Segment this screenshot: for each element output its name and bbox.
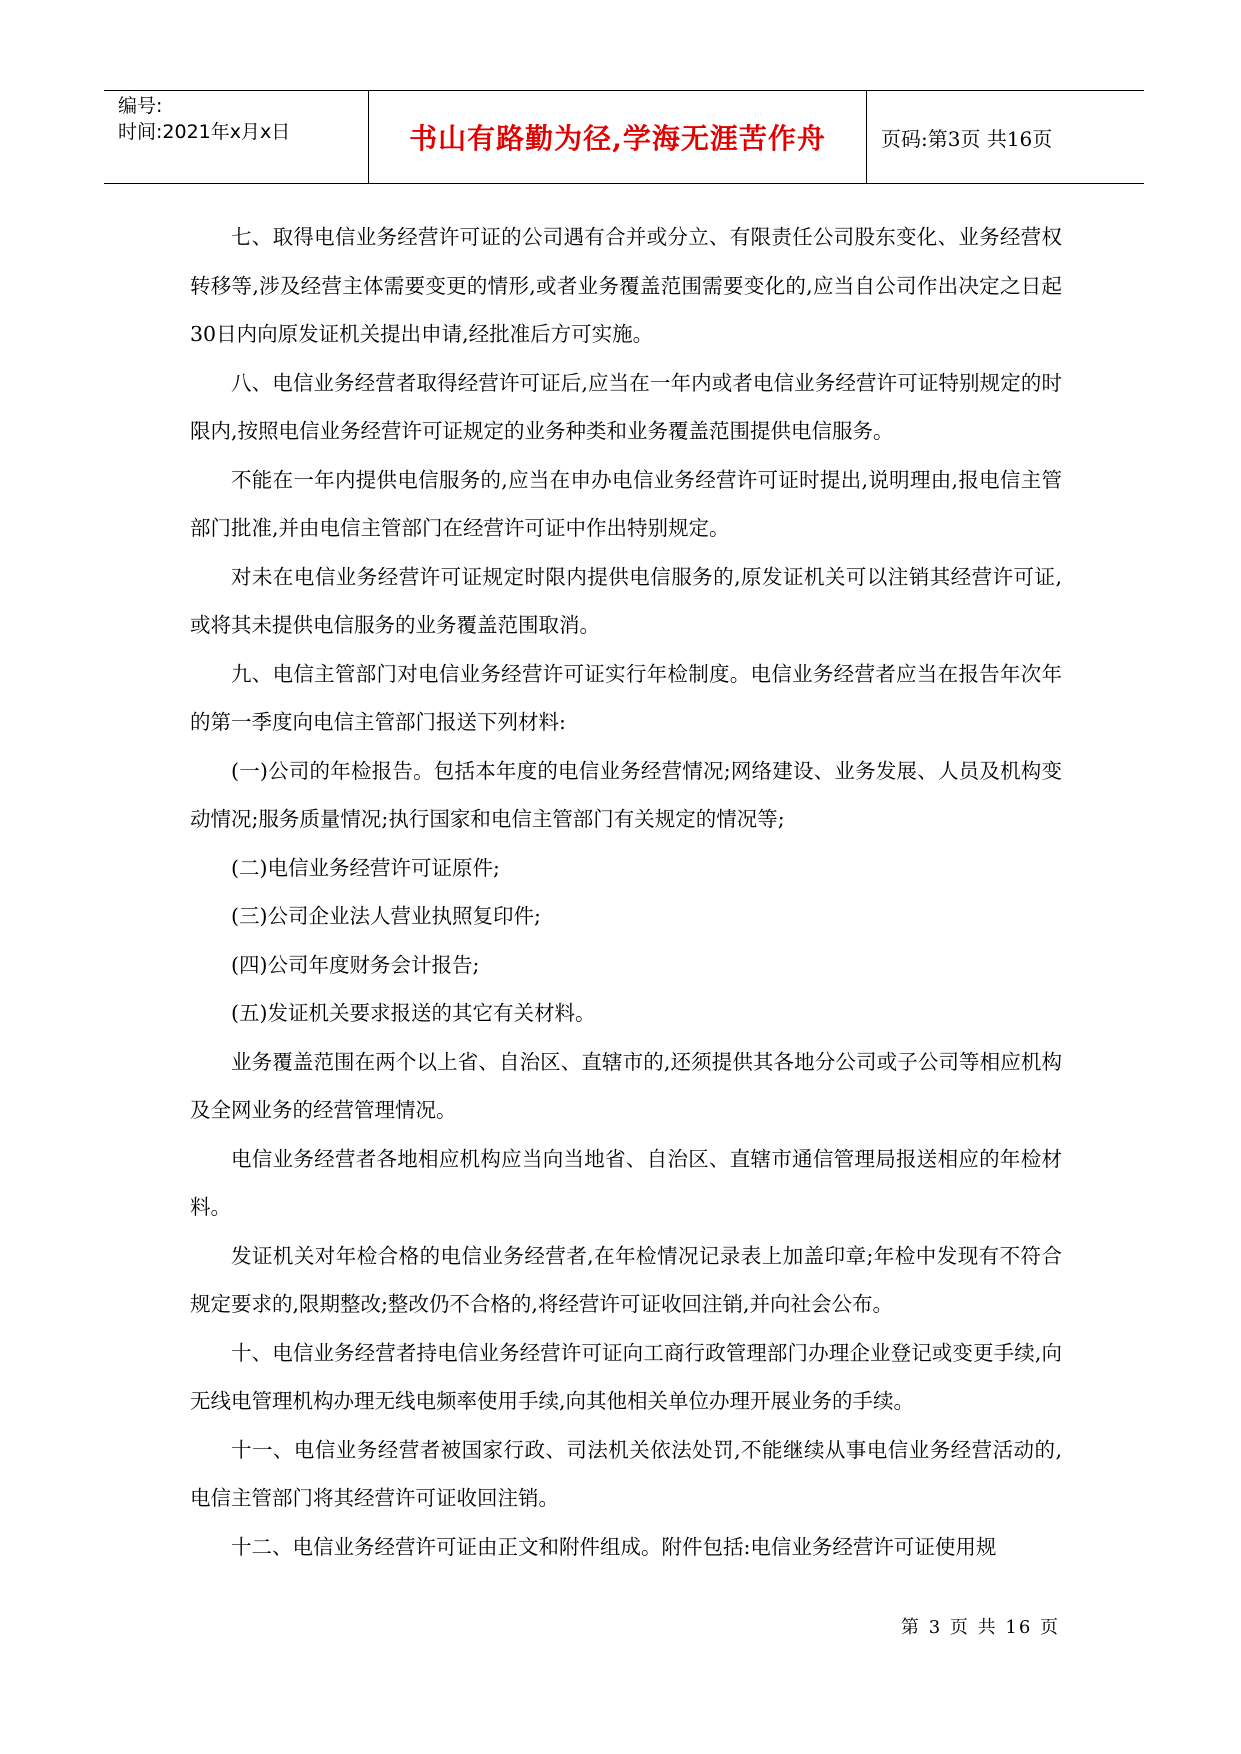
- paragraph: 八、电信业务经营者取得经营许可证后,应当在一年内或者电信业务经营许可证特别规定的时限内,按照电信业务经营许可证规定的业务种类和业务覆盖范围提供电信服务。: [190, 370, 1062, 443]
- header-motto: 书山有路勤为径,学海无涯苦作舟: [369, 91, 867, 183]
- document-number-label: 编号:: [118, 95, 163, 117]
- document-time-label: 时间:2021年x月x日: [118, 121, 291, 143]
- paragraph: 发证机关对年检合格的电信业务经营者,在年检情况记录表上加盖印章;年检中发现有不符合规定要求的,限期整改;整改仍不合格的,将经营许可证收回注销,并向社会公布。: [190, 1243, 1062, 1316]
- list-item: (一)公司的年检报告。包括本年度的电信业务经营情况;网络建设、业务发展、人员及机构变动情况;服务质量情况;执行国家和电信主管部门有关规定的情况等;: [190, 758, 1062, 831]
- list-item: (二)电信业务经营许可证原件;: [231, 855, 500, 880]
- list-item: (三)公司企业法人营业执照复印件;: [231, 904, 541, 928]
- paragraph: 业务覆盖范围在两个以上省、自治区、直辖市的,还须提供其各地分公司或子公司等相应机构及全网业务的经营管理情况。: [190, 1049, 1062, 1122]
- document-body: [190, 213, 1062, 1571]
- paragraph: 十一、电信业务经营者被国家行政、司法机关依法处罚,不能继续从事电信业务经营活动的,电信主管部门将其经营许可证收回注销。: [190, 1437, 1062, 1510]
- paragraph: 不能在一年内提供电信服务的,应当在申办电信业务经营许可证时提出,说明理由,报电信主管部门批准,并由电信主管部门在经营许可证中作出特别规定。: [190, 467, 1062, 540]
- paragraph: 九、电信主管部门对电信业务经营许可证实行年检制度。电信业务经营者应当在报告年次年的第一季度向电信主管部门报送下列材料:: [190, 661, 1062, 734]
- page-footer: 第 3 页 共 16 页: [901, 1617, 1060, 1638]
- paragraph: 十二、电信业务经营许可证由正文和附件组成。附件包括:电信业务经营许可证使用规: [231, 1534, 997, 1559]
- paragraph: 对未在电信业务经营许可证规定时限内提供电信服务的,原发证机关可以注销其经营许可证,或将其未提供电信服务的业务覆盖范围取消。: [190, 564, 1062, 637]
- paragraph: 十、电信业务经营者持电信业务经营许可证向工商行政管理部门办理企业登记或变更手续,向无线电管理机构办理无线电频率使用手续,向其他相关单位办理开展业务的手续。: [190, 1340, 1062, 1413]
- list-item: (五)发证机关要求报送的其它有关材料。: [231, 1001, 596, 1025]
- paragraph: 电信业务经营者各地相应机构应当向当地省、自治区、直辖市通信管理局报送相应的年检材料。: [190, 1146, 1062, 1219]
- page-header: [104, 90, 1144, 184]
- list-item: (四)公司年度财务会计报告;: [231, 952, 480, 977]
- header-page-number: 页码:第3页 共16页: [881, 126, 1053, 151]
- paragraph: 七、取得电信业务经营许可证的公司遇有合并或分立、有限责任公司股东变化、业务经营权转移等,涉及经营主体需要变更的情形,或者业务覆盖范围需要变化的,应当自公司作出决定之日起30日内向原发证机关提出申请,经批准后方可实施。: [190, 225, 1062, 346]
- header-meta: [104, 91, 369, 183]
